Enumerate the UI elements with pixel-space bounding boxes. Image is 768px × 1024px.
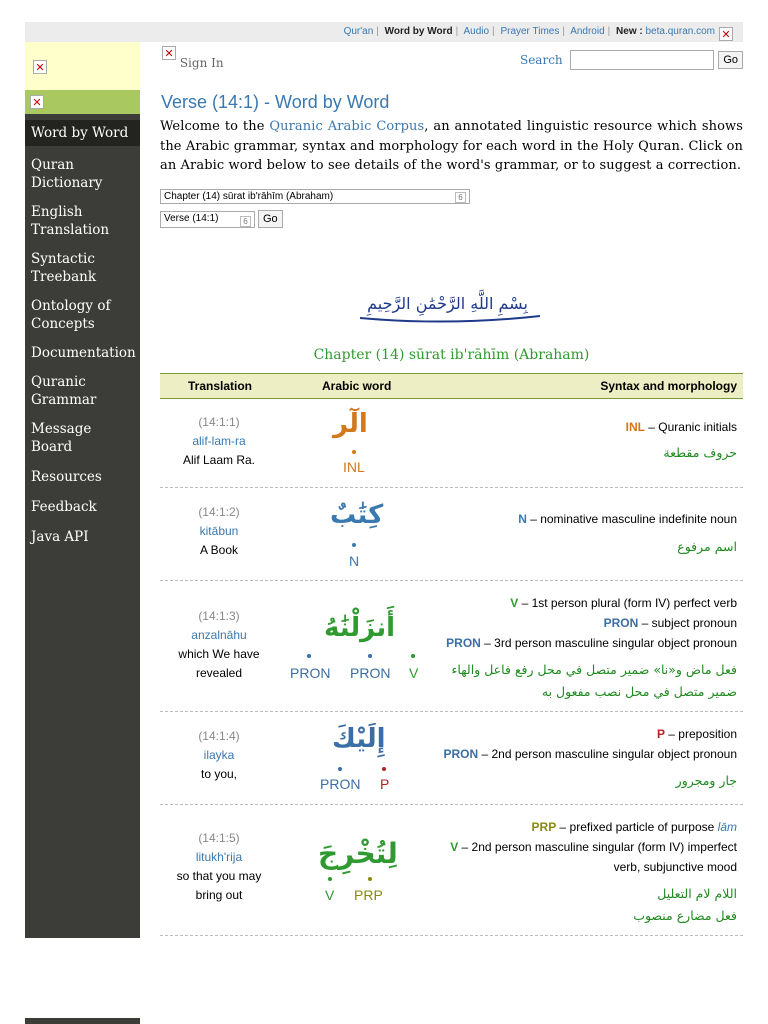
pos-tag: V	[409, 665, 419, 681]
chapter-title: Chapter (14) sūrat ib'rāhīm (Abraham)	[313, 347, 590, 363]
syntax-line	[437, 724, 737, 744]
chapter-select[interactable]	[160, 189, 470, 204]
search-input[interactable]	[570, 50, 714, 70]
syntax-text: – 2nd person masculine singular (form IV) imperfect verb, subjunctive mood	[458, 840, 737, 874]
arabic-word-cell[interactable]	[278, 488, 428, 580]
pos-tag: PRP	[354, 887, 383, 903]
syntax-cell	[437, 509, 737, 558]
table-row	[160, 805, 743, 936]
syntax-text: – preposition	[664, 727, 737, 741]
syntax-line	[437, 613, 737, 633]
arabic-grammar: جار ومجرور	[675, 773, 737, 788]
sign-in-area	[162, 46, 224, 70]
arabic-word[interactable]: إِلَيْكَ	[332, 724, 386, 754]
arabic-grammar: ضمير متصل في محل نصب مفعول به	[541, 684, 737, 699]
verse-select-arrow: 6	[240, 216, 251, 227]
sidebar	[25, 42, 140, 938]
segment-dot	[307, 654, 311, 658]
table-row	[160, 581, 743, 712]
corpus-link[interactable]: Quranic Arabic Corpus	[269, 119, 425, 134]
arabic-word-cell[interactable]	[278, 805, 428, 935]
pos-tag: P	[380, 776, 390, 792]
syntax-cell	[437, 417, 737, 464]
syntax-tag: PRON	[446, 636, 481, 650]
sidebar-item-feedback[interactable]: Feedback	[31, 499, 97, 515]
table-row	[160, 399, 743, 488]
syntax-text: – 3rd person masculine singular object pronoun	[480, 636, 737, 650]
verse-select-value: Verse (14:1)	[164, 213, 219, 224]
pos-tag: N	[349, 553, 360, 569]
arabic-grammar: فعل مضارع منصوب	[633, 908, 737, 923]
syntax-line	[447, 837, 737, 877]
word-transliteration: ilayka	[203, 748, 235, 762]
bismillah-text: بِسْمِ اللَّهِ الرَّحْمَٰنِ الرَّحِيمِ	[367, 294, 528, 313]
syntax-tag: PRON	[603, 616, 639, 630]
table-row	[160, 712, 743, 805]
word-transliteration: anzalnāhu	[191, 628, 247, 642]
word-transliteration: alif-lam-ra	[192, 434, 246, 448]
word-location[interactable]: (14:1:5)	[198, 831, 240, 845]
logo-broken-image-icon[interactable]: ✕	[33, 60, 47, 74]
syntax-line	[447, 817, 737, 837]
translation-cell	[160, 503, 278, 560]
syntax-tag: N	[518, 512, 527, 526]
header-translation: Translation	[188, 379, 253, 393]
syntax-text: – subject pronoun	[638, 616, 737, 630]
top-links: Qur'an | Word by Word | Audio | Prayer Times | Android | New : beta.quran.com	[343, 26, 715, 37]
intro-before: Welcome to the	[160, 119, 270, 134]
search-go-button[interactable]: Go	[718, 51, 743, 69]
arabic-word[interactable]: كِتَٰبٌ	[330, 500, 384, 530]
syntax-tag: V	[450, 840, 459, 854]
syntax-tag: PRP	[531, 820, 557, 834]
translation-cell	[160, 727, 278, 784]
verse-go-button[interactable]: Go	[258, 210, 283, 228]
word-by-word-table	[160, 373, 743, 936]
arabic-word-cell[interactable]	[278, 581, 428, 711]
banner-broken-image-icon: ✕	[30, 95, 44, 109]
sidebar-item-syntactic-treebank[interactable]: Syntactic Treebank	[31, 251, 97, 285]
sidebar-item-documentation[interactable]: Documentation	[31, 345, 136, 361]
nav-beta-link[interactable]: beta.quran.com	[645, 26, 715, 37]
word-transliteration: litukh'rija	[195, 850, 243, 864]
arabic-grammar: فعل ماض و«نا» ضمير متصل في محل رفع فاعل والهاء	[451, 662, 737, 677]
segment-dot	[368, 877, 372, 881]
nav-new-label: New :	[616, 26, 643, 37]
translation-cell	[160, 829, 278, 905]
sidebar-banner	[25, 90, 140, 114]
word-location[interactable]: (14:1:4)	[198, 729, 240, 743]
broken-image-icon: ✕	[719, 27, 733, 41]
header-arabic-word: Arabic word	[322, 379, 392, 393]
segment-dot	[328, 877, 332, 881]
nav-quran-link[interactable]: Qur'an	[343, 26, 374, 37]
word-gloss: A Book	[199, 543, 239, 557]
sidebar-item-word-by-word[interactable]: Word by Word	[25, 120, 140, 146]
syntax-line	[437, 633, 737, 653]
nav-android-link[interactable]: Android	[570, 26, 605, 37]
syntax-line	[437, 744, 737, 764]
arabic-word[interactable]: الٓر	[333, 409, 368, 439]
syntax-tag: P	[656, 727, 665, 741]
sidebar-item-english-translation[interactable]: English Translation	[31, 204, 110, 238]
syntax-text: – Quranic initials	[644, 420, 737, 434]
logo-area	[25, 42, 140, 90]
sign-in-link[interactable]: Sign In	[179, 56, 224, 70]
syntax-line	[437, 509, 737, 529]
sidebar-item-quran-dictionary[interactable]: Quran Dictionary	[31, 157, 103, 191]
intro-text	[160, 117, 743, 176]
pos-tag: PRON	[290, 665, 331, 681]
arabic-grammar: حروف مقطعة	[663, 445, 737, 460]
syntax-tag: PRON	[443, 747, 479, 761]
header-syntax: Syntax and morphology	[600, 379, 737, 393]
sidebar-item-quranic-grammar[interactable]: Quranic Grammar	[31, 374, 97, 408]
syntax-tag: V	[510, 596, 519, 610]
syntax-text: – 2nd person masculine singular object pronoun	[478, 747, 737, 761]
sign-in-broken-image-icon: ✕	[162, 46, 176, 60]
nav-prayer-times-link[interactable]: Prayer Times	[500, 26, 560, 37]
sidebar-item-ontology[interactable]: Ontology of Concepts	[31, 298, 111, 332]
arabic-word[interactable]: أَنزَلْنَٰهُ	[324, 613, 395, 643]
pos-tag: INL	[343, 459, 365, 475]
word-location[interactable]: (14:1:2)	[198, 505, 240, 519]
pos-tag: V	[325, 887, 335, 903]
segment-dot	[382, 767, 386, 771]
intro-after: , an annotated linguistic resource which shows the Arabic grammar, syntax and morphology for each word in the Holy Quran. Click on an Arabic word below to see details of the word's grammar, or to suggest a correction.	[160, 119, 744, 173]
syntax-text: – 1st person plural (form IV) perfect verb	[518, 596, 737, 610]
syntax-tag: INL	[625, 420, 645, 434]
syntax-text: – nominative masculine indefinite noun	[526, 512, 737, 526]
sidebar-item-message-board[interactable]: Message Board	[31, 421, 92, 455]
arabic-word-cell[interactable]	[278, 712, 428, 804]
table-header	[160, 373, 743, 399]
bismillah-calligraphy	[330, 288, 565, 334]
top-navigation-bar	[25, 22, 743, 42]
arabic-grammar: اللام لام التعليل	[657, 886, 737, 901]
segment-dot	[368, 654, 372, 658]
table-row	[160, 488, 743, 581]
syntax-cell	[437, 724, 737, 792]
chapter-select-value: Chapter (14) sūrat ib'rāhīm (Abraham)	[164, 191, 334, 202]
word-transliteration: kitābun	[199, 524, 239, 538]
segment-dot	[352, 543, 356, 547]
syntax-line	[437, 417, 737, 437]
syntax-text: – prefixed particle of purpose	[556, 820, 718, 834]
translation-cell	[160, 607, 278, 683]
translation-cell	[160, 413, 278, 470]
sidebar-footer	[25, 1018, 140, 1024]
chapter-select-arrow: 6	[455, 192, 466, 203]
search-box	[520, 50, 743, 70]
arabic-grammar: اسم مرفوع	[677, 539, 737, 554]
verse-select[interactable]	[160, 211, 255, 228]
word-location[interactable]: (14:1:3)	[198, 609, 240, 623]
sidebar-item-java-api[interactable]: Java API	[31, 529, 89, 545]
arabic-word[interactable]: لِتُخْرِجَ	[318, 837, 398, 870]
word-location[interactable]: (14:1:1)	[198, 415, 240, 429]
syntax-cell	[437, 593, 737, 703]
sidebar-item-resources[interactable]: Resources	[31, 469, 102, 485]
word-gloss: which We have revealed	[178, 647, 260, 680]
pos-tag: PRON	[320, 776, 361, 792]
nav-word-by-word-link[interactable]: Word by Word	[384, 26, 453, 37]
lam-term: lām	[717, 820, 737, 834]
search-label: Search	[519, 52, 563, 67]
syntax-line	[437, 593, 737, 613]
segment-dot	[338, 767, 342, 771]
syntax-cell	[447, 817, 737, 927]
arabic-word-cell[interactable]	[278, 399, 428, 487]
word-gloss: to you,	[200, 767, 238, 781]
nav-audio-link[interactable]: Audio	[463, 26, 490, 37]
word-gloss: Alif Laam Ra.	[182, 453, 256, 467]
segment-dot	[352, 450, 356, 454]
word-gloss: so that you may bring out	[176, 869, 262, 902]
page-title: Verse (14:1) - Word by Word	[161, 92, 390, 112]
pos-tag: PRON	[350, 665, 391, 681]
segment-dot	[411, 654, 415, 658]
